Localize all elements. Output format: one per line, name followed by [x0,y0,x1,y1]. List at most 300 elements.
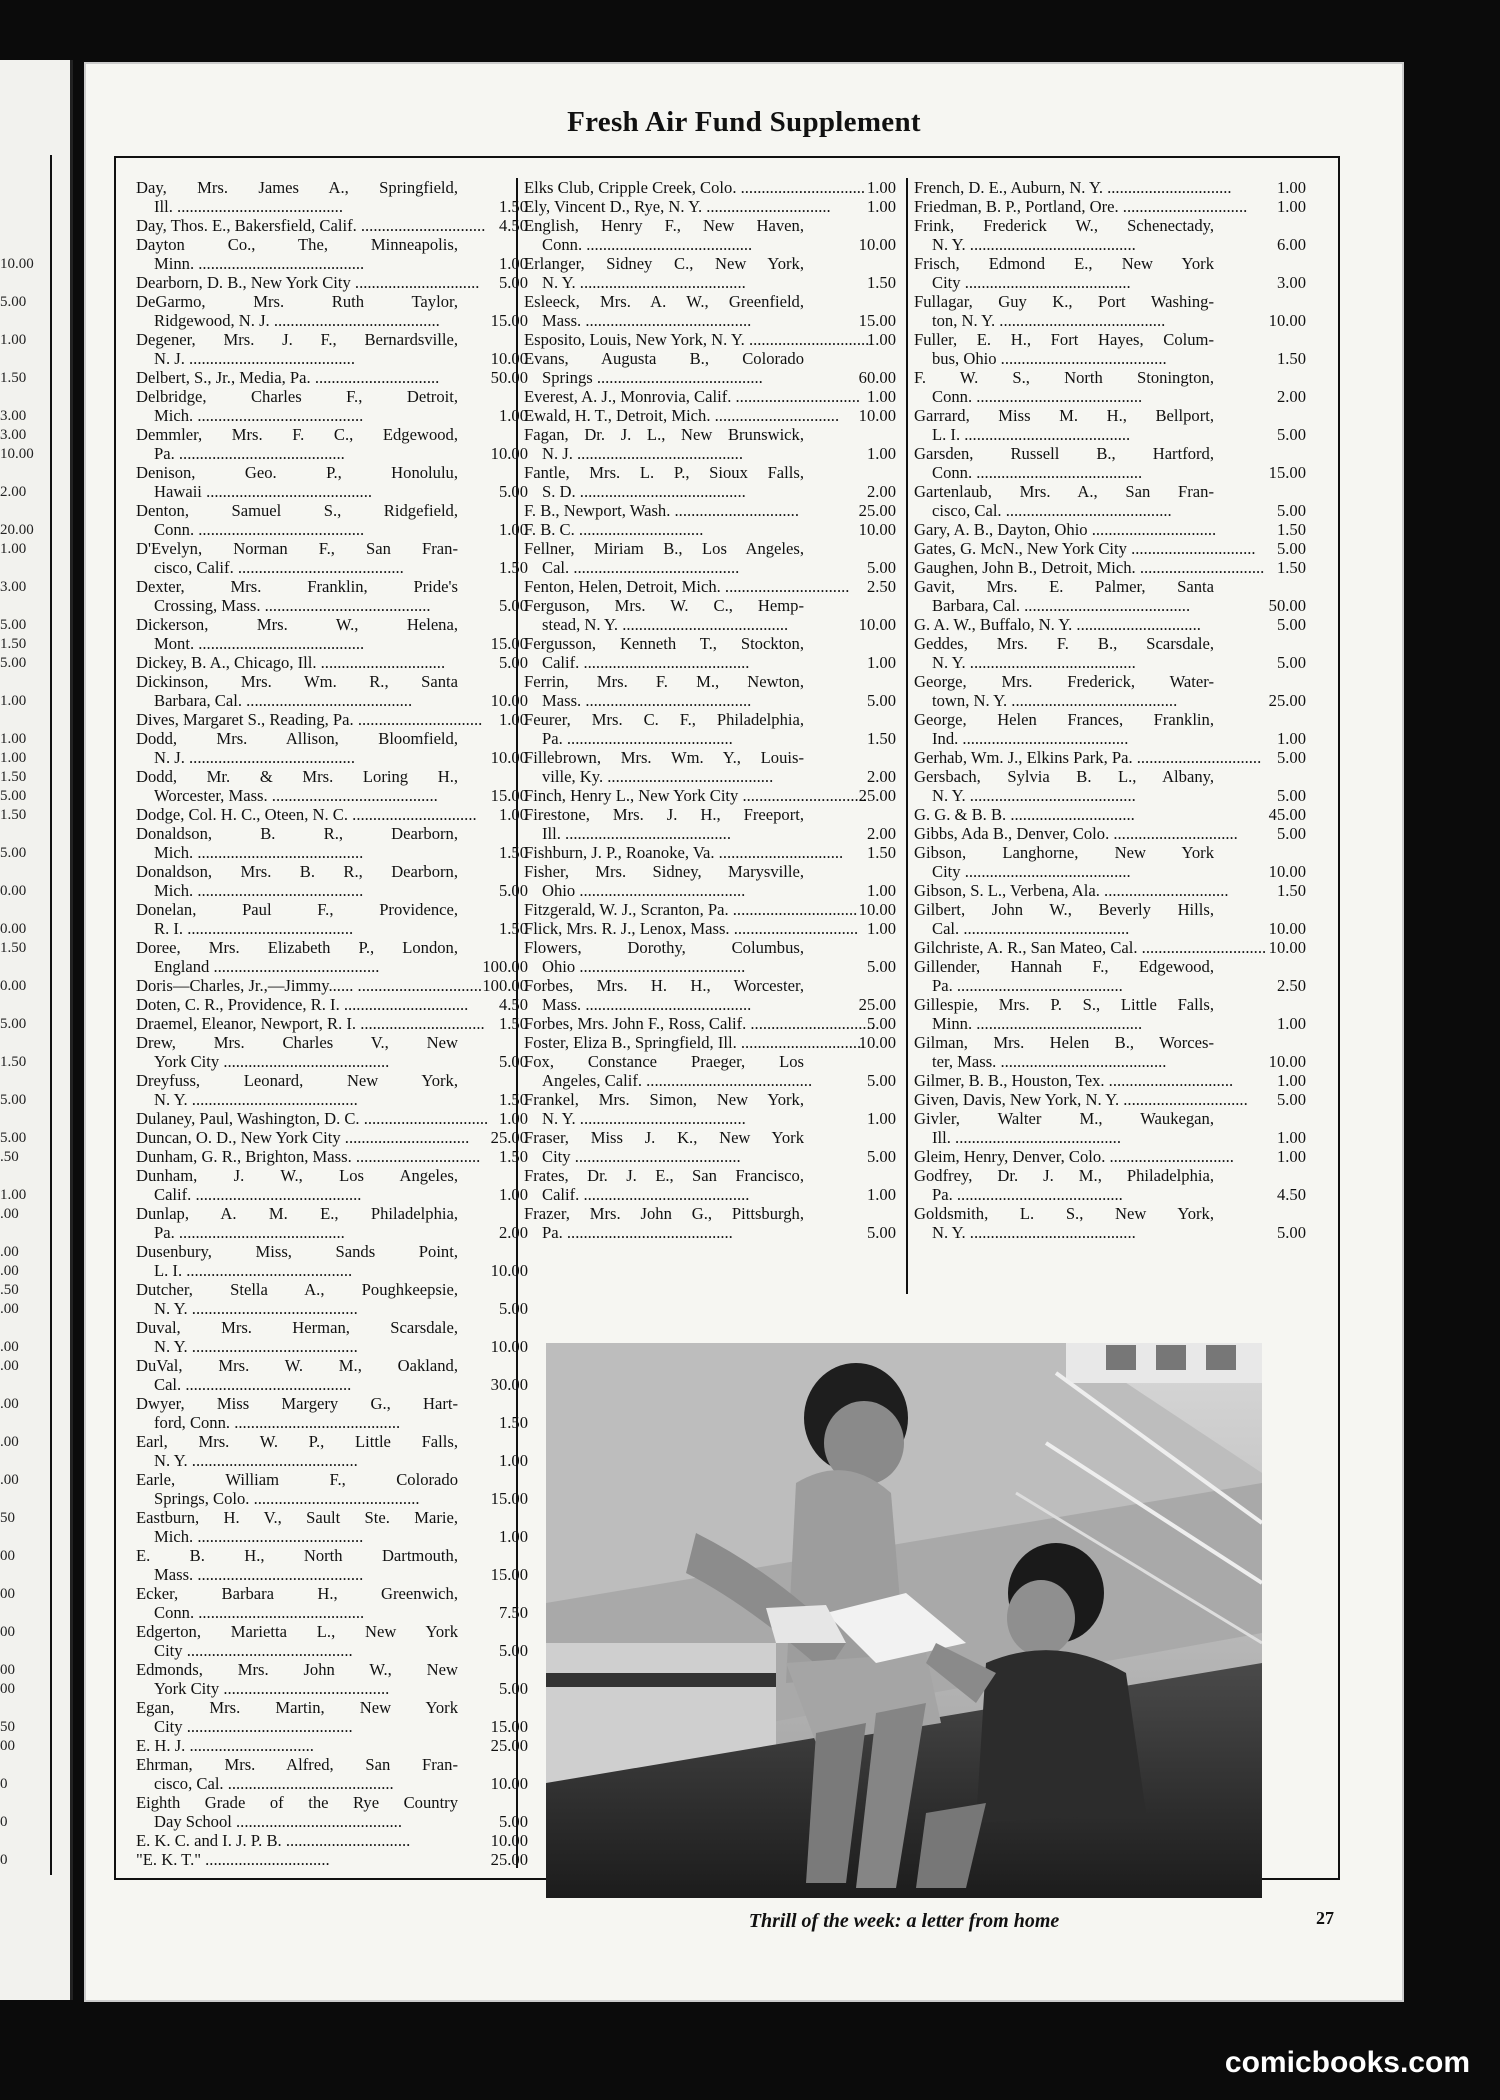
donor-name: Gilbert, John W., Beverly Hills, [914,900,1214,919]
donor-name: DeGarmo, Mrs. Ruth Taylor, [136,292,458,311]
donor-entry [136,1698,536,1736]
donor-name: Denison, Geo. P., Honolulu, [136,463,458,482]
donor-entry [136,368,536,387]
donor-name: F. B., Newport, Wash. .............................. [524,501,799,520]
donor-entry [136,292,536,330]
donation-amount: 1.00 [866,653,896,672]
donation-amount: 1.00 [866,197,896,216]
donor-entry [914,197,1314,216]
donor-entry [136,1755,536,1793]
donor-name: Frink, Frederick W., Schenectady, [914,216,1214,235]
donation-amount: 1.00 [866,881,896,900]
donation-amount: 10.00 [490,1831,528,1850]
donor-entry [136,577,536,615]
donor-entry [136,387,536,425]
donation-amount: 1.50 [498,1090,528,1109]
donor-location-cont: Calif. ........................................ [542,1185,750,1204]
donation-amount: 5.00 [1276,501,1306,520]
donor-entry [914,406,1314,444]
donor-location-cont: Day School ........................................ [154,1812,402,1831]
donation-amount: 1.00 [866,1185,896,1204]
donor-location-cont: Cal. ........................................ [154,1375,352,1394]
donor-name: D'Evelyn, Norman F., San Fran- [136,539,458,558]
donation-amount: 7.50 [498,1603,528,1622]
donor-location-cont: England ........................................ [154,957,380,976]
donation-amount: 3.00 [1276,273,1306,292]
donor-location-cont: Springs, Colo. ........................................ [154,1489,420,1508]
donation-amount: 5.00 [866,691,896,710]
donor-name: Fellner, Miriam B., Los Angeles, [524,539,804,558]
donor-location-cont: Mass. ........................................ [542,691,752,710]
donor-name: Esposito, Louis, New York, N. Y. .............................. [524,330,874,349]
donation-amount: 1.00 [498,805,528,824]
donation-amount: 1.50 [1276,881,1306,900]
donor-name: Donaldson, Mrs. B. R., Dearborn, [136,862,458,881]
donor-name: Gibson, S. L., Verbena, Ala. .............................. [914,881,1229,900]
donor-entry [914,482,1314,520]
donor-name: Evans, Augusta B., Colorado [524,349,804,368]
donation-amount: 1.00 [498,1109,528,1128]
donor-column-1 [136,178,536,1869]
donation-amount: 5.00 [1276,1090,1306,1109]
donor-entry [136,938,536,976]
donor-name: Gerhab, Wm. J., Elkins Park, Pa. .............................. [914,748,1262,767]
donation-amount: 2.00 [1276,387,1306,406]
donor-name: Earl, Mrs. W. P., Little Falls, [136,1432,458,1451]
donor-name: Edgerton, Marietta L., New York [136,1622,458,1641]
donor-entry [914,881,1314,900]
donor-entry [524,197,904,216]
donor-name: Fishburn, J. P., Roanoke, Va. .............................. [524,843,844,862]
donor-name: Eastburn, H. V., Sault Ste. Marie, [136,1508,458,1527]
donor-location-cont: bus, Ohio ........................................ [932,349,1167,368]
donor-entry [524,577,904,596]
donor-location-cont: Mich. ........................................ [154,406,364,425]
donation-amount: 1.50 [498,197,528,216]
donor-location-cont: Ind. ........................................ [932,729,1129,748]
donor-entry [136,1470,536,1508]
donor-location-cont: Mont. ........................................ [154,634,365,653]
donor-name: Dodd, Mr. & Mrs. Loring H., [136,767,458,786]
donor-location-cont: Calif. ........................................ [154,1185,362,1204]
donor-entry [914,539,1314,558]
donor-name: Duval, Mrs. Herman, Scarsdale, [136,1318,458,1337]
donor-entry [136,976,536,995]
donor-entry [914,615,1314,634]
donor-location-cont: Worcester, Mass. ........................................ [154,786,438,805]
donation-amount: 15.00 [490,634,528,653]
photo-boys-reading-letter [546,1343,1262,1898]
donor-entry [136,1622,536,1660]
donor-entry [914,1033,1314,1071]
donor-entry [524,349,904,387]
donation-amount: 1.00 [1276,178,1306,197]
donor-location-cont: City ........................................ [932,273,1131,292]
donor-location-cont: N. Y. ........................................ [154,1337,358,1356]
donor-entry [524,1204,904,1242]
donor-name: Gavit, Mrs. E. Palmer, Santa [914,577,1214,596]
donor-name: Ferguson, Mrs. W. C., Hemp- [524,596,804,615]
donation-amount: 30.00 [490,1375,528,1394]
donor-entry [524,254,904,292]
donor-entry [524,672,904,710]
donation-amount: 5.00 [498,1812,528,1831]
donor-location-cont: N. Y. ........................................ [932,235,1136,254]
donor-entry [914,1166,1314,1204]
donor-name: Gilmer, B. B., Houston, Tex. .............................. [914,1071,1234,1090]
donor-entry [914,710,1314,748]
donation-amount: 5.00 [866,1071,896,1090]
donor-entry [914,938,1314,957]
page-title: Fresh Air Fund Supplement [567,106,921,138]
donation-amount: 10.00 [1268,919,1306,938]
donor-name: Doree, Mrs. Elizabeth P., London, [136,938,458,957]
donor-entry [524,976,904,1014]
donor-entry [136,1546,536,1584]
donor-name: Goldsmith, L. S., New York, [914,1204,1214,1223]
donation-amount: 50.00 [1268,596,1306,615]
photo-caption: Thrill of the week: a letter from home [748,1910,1060,1932]
donor-entry [136,273,536,292]
donor-entry [524,292,904,330]
donor-name: Godfrey, Dr. J. M., Philadelphia, [914,1166,1214,1185]
donation-amount: 1.00 [498,406,528,425]
donor-entry [914,444,1314,482]
donor-location-cont: Crossing, Mass. ........................................ [154,596,431,615]
donor-name: Finch, Henry L., New York City .............................. [524,786,867,805]
donor-location-cont: cisco, Calif. ........................................ [154,558,404,577]
donor-entry [914,824,1314,843]
donor-name: Gartenlaub, Mrs. A., San Fran- [914,482,1214,501]
donor-entry [524,330,904,349]
donation-amount: 1.00 [498,520,528,539]
donor-name: Drew, Mrs. Charles V., New [136,1033,458,1052]
donor-entry [524,501,904,520]
donation-amount: 5.00 [498,653,528,672]
donation-amount: 4.50 [1276,1185,1306,1204]
donor-entry [524,843,904,862]
donor-entry [136,1660,536,1698]
donation-amount: 5.00 [866,1147,896,1166]
donor-entry [136,1831,536,1850]
donation-amount: 1.00 [498,1527,528,1546]
donor-entry [524,387,904,406]
donor-entry [914,900,1314,938]
donation-amount: 1.00 [866,387,896,406]
donation-amount: 1.50 [1276,520,1306,539]
donor-location-cont: N. J. ........................................ [154,748,355,767]
donor-name: E. B. H., North Dartmouth, [136,1546,458,1565]
donation-amount: 10.00 [1268,311,1306,330]
donation-amount: 25.00 [858,786,896,805]
donor-location-cont: Mich. ........................................ [154,843,364,862]
donation-amount: 1.00 [866,444,896,463]
donor-location-cont: N. Y. ........................................ [542,273,746,292]
donor-name: Fox, Constance Praeger, Los [524,1052,804,1071]
donor-name: Firestone, Mrs. J. H., Freeport, [524,805,804,824]
donor-column-3 [906,178,1314,1294]
donor-location-cont: Cal. ........................................ [932,919,1130,938]
donor-name: Erlanger, Sidney C., New York, [524,254,804,273]
donor-name: Dickey, B. A., Chicago, Ill. .............................. [136,653,446,672]
donor-entry [136,1736,536,1755]
donor-location-cont: N. Y. ........................................ [154,1451,358,1470]
donor-entry [136,216,536,235]
donor-name: Ewald, H. T., Detroit, Mich. .............................. [524,406,840,425]
donor-name: DuVal, Mrs. W. M., Oakland, [136,1356,458,1375]
donor-name: Geddes, Mrs. F. B., Scarsdale, [914,634,1214,653]
donation-amount: 5.00 [866,1223,896,1242]
donor-name: Demmler, Mrs. F. C., Edgewood, [136,425,458,444]
donor-entry [136,463,536,501]
donor-entry [524,1128,904,1166]
donation-amount: 5.00 [1276,425,1306,444]
donation-amount: 15.00 [858,311,896,330]
photo-illustration [546,1343,1262,1898]
donor-name: Dexter, Mrs. Franklin, Pride's [136,577,458,596]
donor-entry [136,615,536,653]
donor-name: Dreyfuss, Leonard, New York, [136,1071,458,1090]
donation-amount: 15.00 [490,1717,528,1736]
donor-name: Day, Mrs. James A., Springfield, [136,178,458,197]
donor-entry [524,1052,904,1090]
donation-amount: 5.00 [1276,653,1306,672]
donor-location-cont: City ........................................ [542,1147,741,1166]
donor-name: Ehrman, Mrs. Alfred, San Fran- [136,1755,458,1774]
donor-entry [524,1014,904,1033]
donation-amount: 100.00 [482,957,528,976]
donor-entry [136,1318,536,1356]
donation-amount: 5.00 [1276,824,1306,843]
donor-name: Dutcher, Stella A., Poughkeepsie, [136,1280,458,1299]
donation-amount: 10.00 [858,406,896,425]
donor-name: Foster, Eliza B., Springfield, Ill. .............................. [524,1033,866,1052]
donation-amount: 2.50 [866,577,896,596]
donation-amount: 1.00 [1276,729,1306,748]
donation-amount: 5.00 [498,482,528,501]
donor-entry [136,653,536,672]
donation-amount: 5.00 [498,1679,528,1698]
donor-entry [914,1090,1314,1109]
donor-location-cont: City ........................................ [932,862,1131,881]
donation-amount: 60.00 [858,368,896,387]
donor-name: Duncan, O. D., New York City .............................. [136,1128,470,1147]
donor-location-cont: ville, Ky. ........................................ [542,767,774,786]
donation-amount: 1.00 [1276,1014,1306,1033]
donor-entry [524,634,904,672]
donor-location-cont: Cal. ........................................ [542,558,740,577]
donor-location-cont: L. I. ........................................ [154,1261,353,1280]
donor-name: F. B. C. .............................. [524,520,704,539]
donation-amount: 25.00 [858,995,896,1014]
donor-entry [914,843,1314,881]
facing-page-edge [0,60,73,2000]
donor-name: Gillespie, Mrs. P. S., Little Falls, [914,995,1214,1014]
donor-entry [914,330,1314,368]
donor-name: Gary, A. B., Dayton, Ohio .............................. [914,520,1217,539]
donor-location-cont: Minn. ........................................ [154,254,365,273]
donation-amount: 1.00 [1276,1147,1306,1166]
donor-location-cont: City ........................................ [154,1641,353,1660]
donor-name: Garsden, Russell B., Hartford, [914,444,1214,463]
donor-entry [914,1109,1314,1147]
donation-amount: 1.50 [866,729,896,748]
donor-name: Denton, Samuel S., Ridgefield, [136,501,458,520]
donor-entry [524,919,904,938]
donor-entry [524,1033,904,1052]
donation-amount: 5.00 [866,558,896,577]
donor-location-cont: stead, N. Y. ........................................ [542,615,789,634]
donor-location-cont: S. D. ........................................ [542,482,746,501]
donor-location-cont: ton, N. Y. ........................................ [932,311,1166,330]
donation-amount: 1.50 [866,843,896,862]
donation-amount: 1.00 [866,330,896,349]
donation-amount: 1.00 [498,254,528,273]
donation-amount: 5.00 [866,1014,896,1033]
donation-amount: 10.00 [1268,862,1306,881]
donation-amount: 1.00 [866,1109,896,1128]
donor-location-cont: Barbara, Cal. ........................................ [932,596,1191,615]
donor-entry [136,1242,536,1280]
donor-name: Gilchriste, A. R., San Mateo, Cal. .............................. [914,938,1267,957]
donor-name: Fisher, Mrs. Sidney, Marysville, [524,862,804,881]
donor-name: Doten, C. R., Providence, R. I. .............................. [136,995,469,1014]
donor-name: Dayton Co., The, Minneapolis, [136,235,458,254]
page-number: 27 [1316,1908,1334,1928]
donor-name: Fenton, Helen, Detroit, Mich. .............................. [524,577,850,596]
donation-amount: 15.00 [490,1565,528,1584]
donation-amount: 25.00 [858,501,896,520]
donation-amount: 10.00 [1268,938,1306,957]
donor-name: English, Henry F., New Haven, [524,216,804,235]
donor-name: Dives, Margaret S., Reading, Pa. .............................. [136,710,483,729]
donor-entry [914,957,1314,995]
donor-location-cont: cisco, Cal. ........................................ [154,1774,394,1793]
donor-entry [136,805,536,824]
donor-entry [914,368,1314,406]
donor-location-cont: Ill. ........................................ [542,824,731,843]
donation-amount: 5.00 [1276,539,1306,558]
donor-name: Frazer, Mrs. John G., Pittsburgh, [524,1204,804,1223]
donor-name: G. G. & B. B. .............................. [914,805,1135,824]
donation-amount: 5.00 [498,1052,528,1071]
donor-entry [524,1166,904,1204]
donor-entry [524,178,904,197]
donor-entry [524,805,904,843]
donor-location-cont: R. I. ........................................ [154,919,354,938]
donor-entry [136,178,536,216]
donor-entry [136,330,536,368]
donor-entry [914,558,1314,577]
donor-name: Fagan, Dr. J. L., New Brunswick, [524,425,804,444]
donor-entry [136,1071,536,1109]
donor-location-cont: Ridgewood, N. J. ........................................ [154,311,440,330]
donor-name: Gilman, Mrs. Helen B., Worces- [914,1033,1214,1052]
donor-name: Fillebrown, Mrs. Wm. Y., Louis- [524,748,804,767]
donor-entry [136,1356,536,1394]
donation-amount: 5.00 [1276,748,1306,767]
donor-location-cont: Springs ........................................ [542,368,763,387]
donor-entry [136,235,536,273]
donation-amount: 4.50 [498,216,528,235]
donor-name: Ely, Vincent D., Rye, N. Y. .............................. [524,197,831,216]
donation-amount: 25.00 [490,1736,528,1755]
donation-amount: 15.00 [490,1489,528,1508]
donor-entry [914,577,1314,615]
donor-name: Ecker, Barbara H., Greenwich, [136,1584,458,1603]
donor-entry [524,425,904,463]
donor-entry [136,729,536,767]
donor-name: "E. K. T." .............................. [136,1850,330,1869]
donation-amount: 45.00 [1268,805,1306,824]
donor-entry [914,767,1314,805]
donor-name: George, Helen Frances, Franklin, [914,710,1214,729]
donation-amount: 10.00 [490,691,528,710]
donation-amount: 10.00 [490,349,528,368]
donor-name: Forbes, Mrs. John F., Ross, Calif. .............................. [524,1014,875,1033]
donor-entry [136,1280,536,1318]
donation-amount: 2.00 [866,824,896,843]
donor-entry [914,520,1314,539]
donor-name: Gibson, Langhorne, New York [914,843,1214,862]
donation-amount: 10.00 [858,900,896,919]
donor-name: Frates, Dr. J. E., San Francisco, [524,1166,804,1185]
donation-amount: 5.00 [498,273,528,292]
donation-amount: 5.00 [866,957,896,976]
donor-location-cont: Pa. ........................................ [542,729,733,748]
donation-amount: 1.50 [498,558,528,577]
donor-entry [136,501,536,539]
donor-name: Frisch, Edmond E., New York [914,254,1214,273]
donor-name: Dickerson, Mrs. W., Helena, [136,615,458,634]
donor-location-cont: Pa. ........................................ [932,976,1123,995]
donor-entry [136,1109,536,1128]
donor-location-cont: Calif. ........................................ [542,653,750,672]
donor-entry [136,1793,536,1831]
donor-location-cont: town, N. Y. ........................................ [932,691,1178,710]
donor-entry [136,1166,536,1204]
donation-amount: 5.00 [498,1299,528,1318]
donor-location-cont: Minn. ........................................ [932,1014,1143,1033]
donor-name: Donelan, Paul F., Providence, [136,900,458,919]
donor-name: Frankel, Mrs. Simon, New York, [524,1090,804,1109]
donor-name: Delbridge, Charles F., Detroit, [136,387,458,406]
donation-amount: 25.00 [1268,691,1306,710]
donor-location-cont: York City ........................................ [154,1679,390,1698]
donor-name: Dodge, Col. H. C., Oteen, N. C. .............................. [136,805,477,824]
donation-amount: 5.00 [498,881,528,900]
donor-entry [136,672,536,710]
donor-entry [524,463,904,501]
donation-amount: 5.00 [498,1641,528,1660]
donor-name: Flick, Mrs. R. J., Lenox, Mass. .............................. [524,919,859,938]
donor-name: Draemel, Eleanor, Newport, R. I. .............................. [136,1014,485,1033]
donor-name: Dusenbury, Miss, Sands Point, [136,1242,458,1261]
donation-amount: 10.00 [490,1337,528,1356]
donor-entry [914,1071,1314,1090]
donor-location-cont: Mass. ........................................ [154,1565,364,1584]
donor-entry [136,1204,536,1242]
donation-amount: 100.00 [482,976,528,995]
donor-entry [914,672,1314,710]
donation-amount: 5.00 [498,596,528,615]
donor-entry [136,1584,536,1622]
donor-entry [914,1147,1314,1166]
donor-location-cont: Ill. ........................................ [154,197,343,216]
donor-entry [136,767,536,805]
donor-name: Eighth Grade of the Rye Country [136,1793,458,1812]
donor-name: Gillender, Hannah F., Edgewood, [914,957,1214,976]
